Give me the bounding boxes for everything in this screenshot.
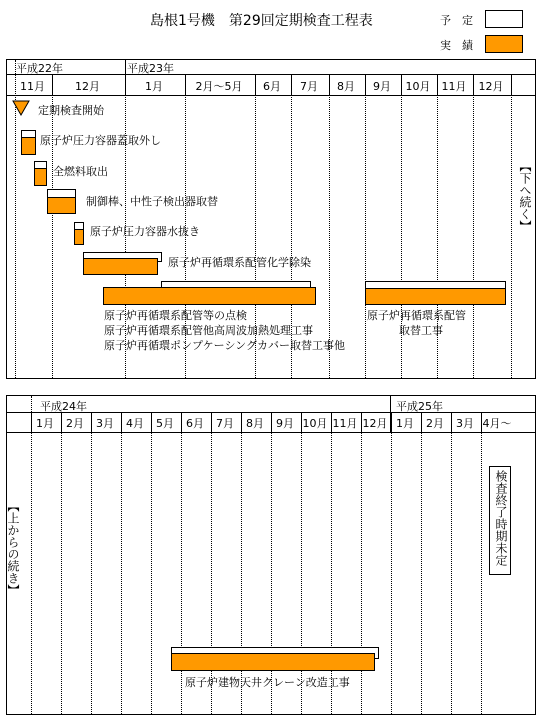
month-header: 7月: [300, 80, 318, 93]
month-header: 2月～5月: [195, 80, 243, 93]
actual-bar: [74, 229, 84, 245]
note-text: 【下へ続く】: [518, 160, 532, 232]
task-label: 原子炉再循環ポンプケーシングカバー取替工事他: [104, 339, 345, 352]
task-label: 原子炉再循環系配管化学除染: [168, 256, 311, 269]
month-header: 1月: [396, 417, 414, 430]
actual-bar: [103, 287, 316, 305]
month-header: 8月: [337, 80, 355, 93]
month-header: 10月: [302, 417, 328, 430]
inspection-end-note: [489, 466, 511, 575]
month-header: 3月: [96, 417, 114, 430]
legend-plan-swatch: [485, 10, 523, 28]
task-label: 原子炉建物天井クレーン改造工事: [185, 676, 350, 689]
actual-bar: [365, 288, 506, 305]
task-label: 原子炉圧力容器蓋取外し: [40, 134, 161, 147]
task-label: 原子炉再循環系配管等の点検: [104, 309, 247, 322]
task-label: 原子炉再循環系配管: [367, 309, 466, 322]
month-header: 8月: [246, 417, 264, 430]
note-text: 検査終了時期未定: [494, 470, 508, 566]
month-header: 11月: [20, 80, 45, 93]
month-header: 12月: [362, 417, 388, 430]
month-header: 12月: [478, 80, 504, 93]
year-label-h22: 平成22年: [16, 62, 63, 75]
year-label-h23: 平成23年: [127, 62, 174, 75]
actual-bar: [47, 197, 76, 214]
actual-bar: [171, 653, 375, 671]
month-header: 1月: [145, 80, 163, 93]
month-header: 10月: [405, 80, 431, 93]
month-header: 6月: [263, 80, 281, 93]
actual-bar: [83, 258, 158, 275]
month-header: 3月: [456, 417, 474, 430]
year-label-h25: 平成25年: [396, 400, 443, 413]
month-header: 11月: [441, 80, 467, 93]
actual-bar: [21, 137, 36, 155]
continue-below-note: [517, 160, 531, 236]
task-label: 制御棒、中性子検出器取替: [86, 195, 218, 208]
actual-bar: [34, 168, 47, 186]
month-header: 2月: [66, 417, 84, 430]
legend-actual-swatch: [485, 35, 523, 53]
task-label: 定期検査開始: [38, 104, 104, 117]
month-header: 9月: [276, 417, 294, 430]
month-header: 6月: [186, 417, 204, 430]
year-label-h24: 平成24年: [40, 400, 87, 413]
task-label: 取替工事: [399, 324, 443, 337]
legend-plan-label: 予 定: [440, 14, 473, 27]
month-header: 9月: [373, 80, 391, 93]
month-header: 5月: [156, 417, 174, 430]
month-header: 2月: [426, 417, 444, 430]
milestone-triangle-icon: [12, 100, 30, 116]
legend-actual-label: 実 績: [440, 39, 473, 52]
note-text: 【上からの続き】: [6, 500, 20, 596]
task-label: 原子炉再循環系配管他高周波加熱処理工事: [104, 324, 313, 337]
month-header: 7月: [216, 417, 234, 430]
month-header: 1月: [36, 417, 54, 430]
task-label: 原子炉圧力容器水抜き: [90, 225, 200, 238]
month-header: 11月: [332, 417, 358, 430]
month-header: 12月: [75, 80, 100, 93]
month-header: 4月～: [482, 417, 512, 430]
page-title: 島根1号機 第29回定期検査工程表: [150, 13, 373, 29]
task-label: 全燃料取出: [53, 165, 108, 178]
month-header: 4月: [126, 417, 144, 430]
continued-from-above-note: [5, 500, 19, 600]
